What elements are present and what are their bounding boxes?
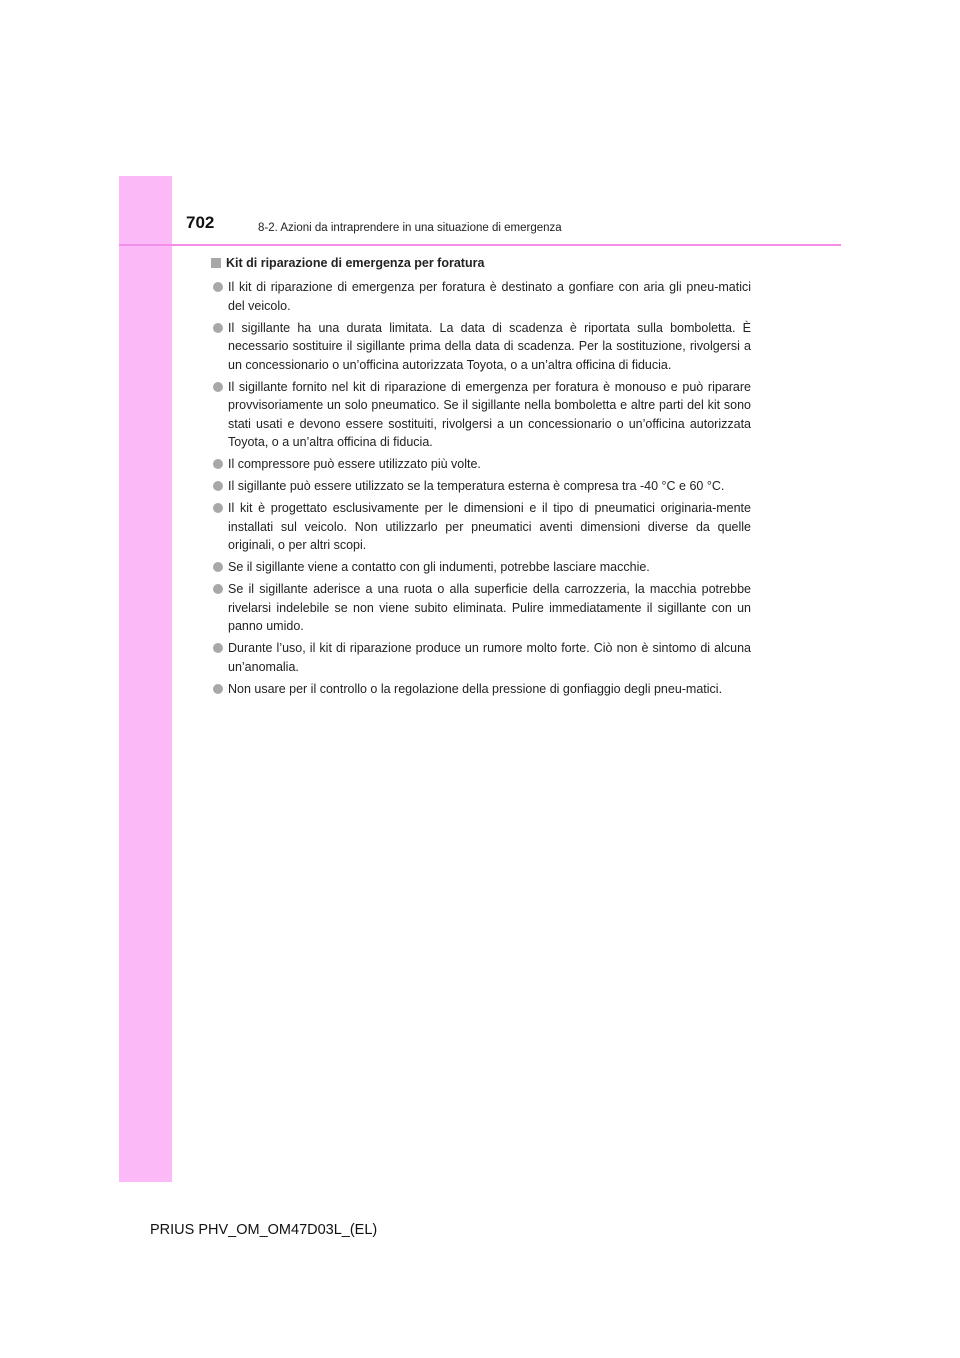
circle-bullet-icon [213, 323, 223, 333]
list-item [211, 477, 751, 496]
section-title: 8-2. Azioni da intraprendere in una situazione di emergenza [258, 222, 562, 234]
list-item-text: Il kit di riparazione di emergenza per foratura è destinato a gonfiare con aria gli pneu-matici del veicolo. [228, 280, 751, 313]
circle-bullet-icon [213, 282, 223, 292]
circle-bullet-icon [213, 584, 223, 594]
circle-bullet-icon [213, 481, 223, 491]
circle-bullet-icon [213, 459, 223, 469]
list-item [211, 278, 751, 315]
list-item [211, 639, 751, 676]
list-item-text: Se il sigillante viene a contatto con gli indumenti, potrebbe lasciare macchie. [228, 560, 650, 574]
circle-bullet-icon [213, 684, 223, 694]
circle-bullet-icon [213, 382, 223, 392]
circle-bullet-icon [213, 643, 223, 653]
section-heading-text: Kit di riparazione di emergenza per foratura [226, 256, 485, 270]
list-item-text: Durante l’uso, il kit di riparazione produce un rumore molto forte. Ciò non è sintomo di alcuna un’anomalia. [228, 641, 751, 674]
circle-bullet-icon [213, 503, 223, 513]
list-item [211, 319, 751, 375]
list-item-text: Il compressore può essere utilizzato più volte. [228, 457, 481, 471]
document-code: PRIUS PHV_OM_OM47D03L_(EL) [150, 1222, 378, 1238]
list-item-text: Il sigillante ha una durata limitata. La data di scadenza è riportata sulla bomboletta. È necessario sostituire il sigillante prima della data di scadenza. Per la sostituzione, rivolgersi a un concessionario o un’officina autorizzata Toyota, o a un’altra officina di fiducia. [228, 320, 751, 372]
bullet-list [211, 278, 751, 698]
page-number: 702 [186, 213, 215, 232]
list-item [211, 558, 751, 577]
list-item-text: Il kit è progettato esclusivamente per le dimensioni e il tipo di pneumatici originaria-mente installati sul veicolo. Non utilizzarlo per pneumatici aventi dimensioni diverse da quelle originali, o per altri scopi. [228, 501, 751, 552]
page-content [211, 255, 751, 702]
circle-bullet-icon [213, 562, 223, 572]
list-item-text: Il sigillante fornito nel kit di riparazione di emergenza per foratura è monouso e può riparare provvisoriamente un solo pneumatico. Se il sigillante nella bomboletta e altre parti del kit sono stati usati e devono essere sostituiti, rivolgersi a un concessionario o un’officina autorizzata Toyota, o a un’altra officina di fiducia. [228, 379, 751, 449]
side-color-band [119, 176, 172, 1182]
list-item-text: Non usare per il controllo o la regolazione della pressione di gonfiaggio degli pneu-matici. [228, 681, 723, 696]
list-item-text: Se il sigillante aderisce a una ruota o alla superficie della carrozzeria, la macchia potrebbe rivelarsi indelebile se non viene subito eliminata. Pulire immediatamente il sigillante con un panno umido. [228, 582, 751, 633]
list-item [211, 580, 751, 636]
section-heading [211, 255, 751, 272]
list-item [211, 455, 751, 474]
list-item-text: Il sigillante può essere utilizzato se la temperatura esterna è compresa tra -40 °C e 60 °C. [228, 479, 725, 493]
square-bullet-icon [211, 258, 221, 268]
list-item [211, 499, 751, 555]
list-item [211, 378, 751, 452]
list-item [211, 680, 751, 699]
header-divider [119, 244, 841, 246]
